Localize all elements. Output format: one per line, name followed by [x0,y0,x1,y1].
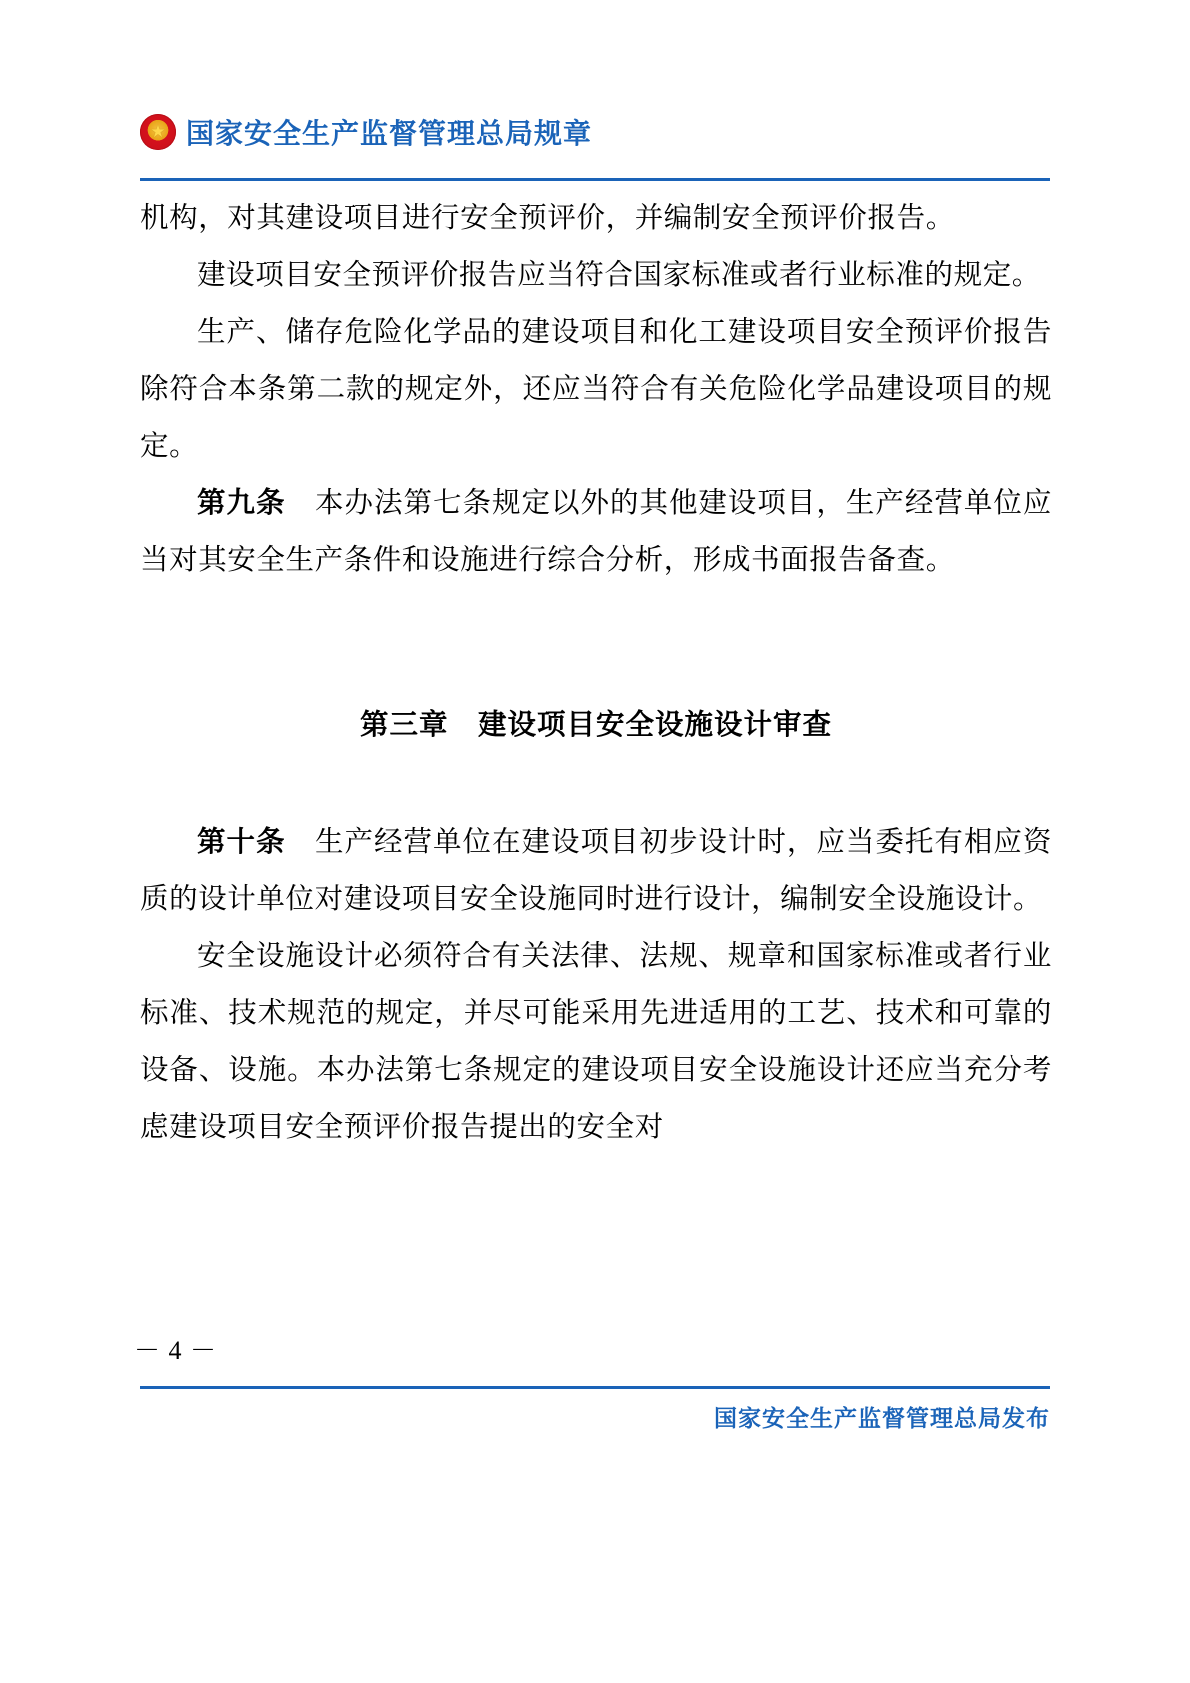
page-number: － 4 － [134,1336,218,1365]
article-label: 第九条 [197,488,286,519]
national-emblem-icon [140,114,176,150]
header-divider [140,178,1050,181]
paragraph: 生产、储存危险化学品的建设项目和化工建设项目安全预评价报告除符合本条第二款的规定外，还应当符合有关危险化学品建设项目的规定。 [140,317,1052,462]
footer-issuer: 国家安全生产监督管理总局发布 [714,1405,1050,1431]
header-title: 国家安全生产监督管理总局规章 [186,118,593,149]
paragraph: 建设项目安全预评价报告应当符合国家标准或者行业标准的规定。 [197,260,1041,291]
paragraph: 机构，对其建设项目进行安全预评价，并编制安全预评价报告。 [140,203,955,234]
article-label: 第十条 [197,827,286,858]
paragraph: 安全设施设计必须符合有关法律、法规、规章和国家标准或者行业标准、技术规范的规定，并尽可能采用先进适用的工艺、技术和可靠的设备、设施。本办法第七条规定的建设项目安全设施设计还应当充分考虑建设项目安全预评价报告提出的安全对 [140,941,1052,1143]
chapter-title: 第三章 建设项目安全设施设计审查 [359,710,832,741]
chapter-spacer [140,754,1052,814]
paragraph-article-nine [140,475,1052,589]
article-text: 本办法第七条规定以外的其他建设项目，生产经营单位应当对其安全生产条件和设施进行综合分析，形成书面报告备查。 [140,488,1052,576]
document-header [140,112,1050,152]
footer-divider [140,1386,1050,1389]
section-spacer [140,589,1052,697]
document-body [140,190,1052,1156]
paragraph-article-ten [140,814,1052,928]
article-text: 生产经营单位在建设项目初步设计时，应当委托有相应资质的设计单位对建设项目安全设施同时进行设计，编制安全设施设计。 [140,827,1052,915]
